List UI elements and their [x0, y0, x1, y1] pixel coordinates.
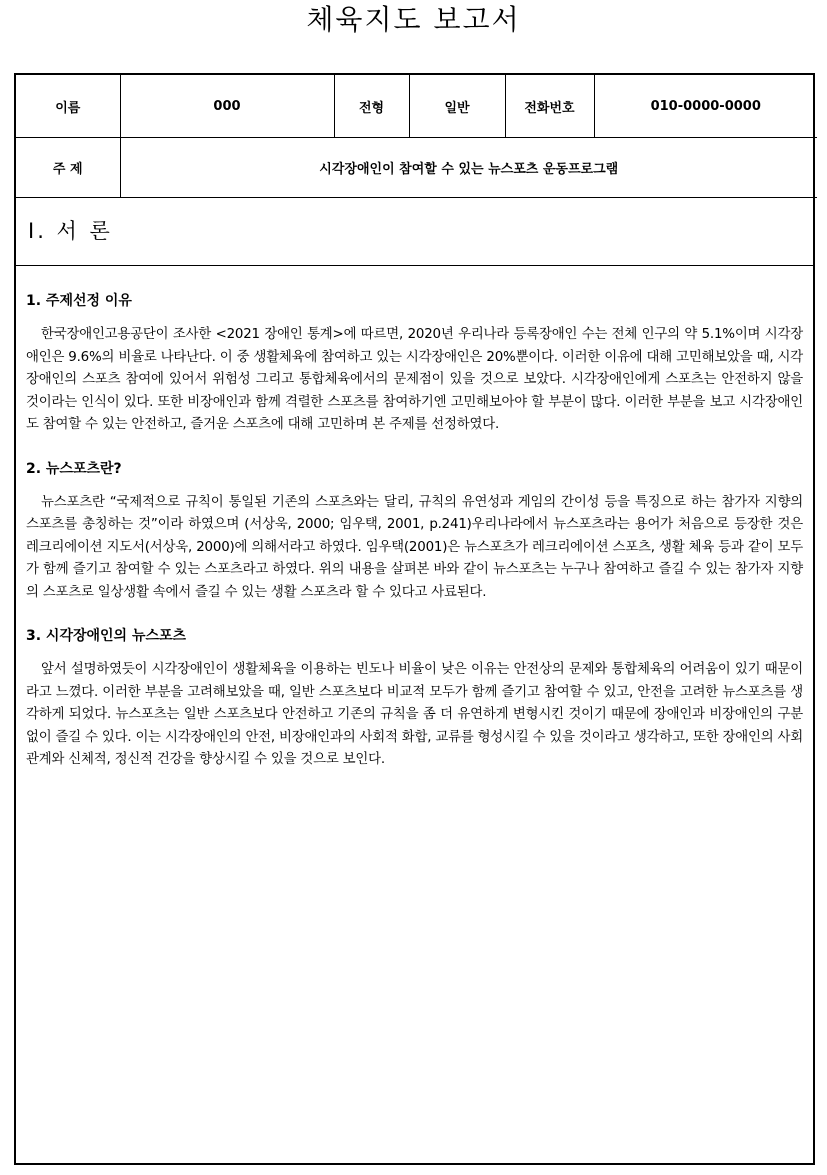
phone-label: 전화번호	[505, 75, 594, 138]
subsection-body-3: 앞서 설명하였듯이 시각장애인이 생활체육을 이용하는 빈도나 비율이 낮은 이유는 안전상의 문제와 통합체육의 어려움이 있기 때문이라고 느꼈다. 이러한 부분을 고려해보았을 때, 일반 스포츠보다 비교적 모두가 함께 즐기고 참여할 수 있고, 안전을 고려한 뉴스포츠를 생각하게 되었다. 뉴스포츠는 일반 스포츠보다 안전하고 기존의 규칙을 좀 더 유연하게 변형시킨 것이기 때문에 장애인과 비장애인의 구분 없이 즐길 수 있다. 이는 시각장애인의 안전, 비장애인과의 사회적 화합, 교류를 형성시킬 수 있을 것이라고 생각하고, 또한 장애인의 사회관계와 신체적, 정신적 건강을 향상시킬 수 있을 것으로 보인다.	[26, 662, 803, 767]
subsection-heading-3: 3. 시각장애인의 뉴스포츠	[26, 628, 187, 644]
report-body	[16, 266, 813, 772]
subsection-body-2: 뉴스포츠란 “국제적으로 규칙이 통일된 기존의 스포츠와는 달리, 규칙의 유연성과 게임의 간이성 등을 특징으로 하는 참가자 지향의 스포츠를 총칭하는 것”이라 하였으며 (서상욱, 2000; 임우택, 2001, p.241)우리나라에서 뉴스포츠라는 용어가 처음으로 등장한 것은 레크리에이션 지도서(서상욱, 2000)에 의해서라고 하였다. 임우택(2001)은 뉴스포츠가 레크리에이션 스포츠, 생활 체육 등과 같이 모두가 함께 즐기고 참여할 수 있는 스포츠라고 하였다. 위의 내용을 살펴본 바와 같이 뉴스포츠는 누구나 참여하고 즐길 수 있는 참가자 지향의 스포츠로 일상생활 속에서 즐길 수 있는 생활 스포츠라 할 수 있다고 사료된다.	[26, 494, 803, 600]
topic-label: 주 제	[16, 138, 120, 198]
document-title: 체육지도 보고서	[306, 3, 521, 36]
type-label: 전형	[334, 75, 409, 138]
type-value: 일반	[409, 75, 505, 138]
subsection-heading-1: 1. 주제선정 이유	[26, 293, 132, 309]
subsection-heading-2: 2. 뉴스포츠란?	[26, 460, 122, 477]
phone-value: 010-0000-0000	[594, 75, 817, 138]
section-heading: Ⅰ. 서 론	[16, 198, 813, 266]
name-value: 000	[120, 75, 334, 138]
info-table	[16, 75, 817, 198]
info-row	[16, 75, 817, 138]
report-frame	[14, 73, 815, 1165]
subsection-body-1: 한국장애인고용공단이 조사한 <2021 장애인 통계>에 따르면, 2020년 우리나라 등록장애인 수는 전체 인구의 약 5.1%이며 시각장애인은 9.6%의 비율로 나타난다. 이 중 생활체육에 참여하고 있는 시각장애인은 20%뿐이다. 이러한 이유에 대해 고민해보았을 때, 시각장애인의 스포츠 참여에 있어서 위험성 그리고 통합체육에서의 문제점이 있을 것으로 보았다. 시각장애인에게 스포츠는 안전하지 않을 것이라는 인식이 있다. 또한 비장애인과 함께 격렬한 스포츠를 참여하기엔 고민해보아야 할 부분이 많다. 이러한 부분을 보고 시각장애인도 참여할 수 있는 안전하고, 즐거운 스포츠에 대해 고민하며 본 주제를 선정하였다.	[26, 327, 803, 432]
topic-row	[16, 138, 817, 198]
topic-value: 시각장애인이 참여할 수 있는 뉴스포츠 운동프로그램	[120, 138, 817, 198]
name-label: 이름	[16, 75, 120, 138]
